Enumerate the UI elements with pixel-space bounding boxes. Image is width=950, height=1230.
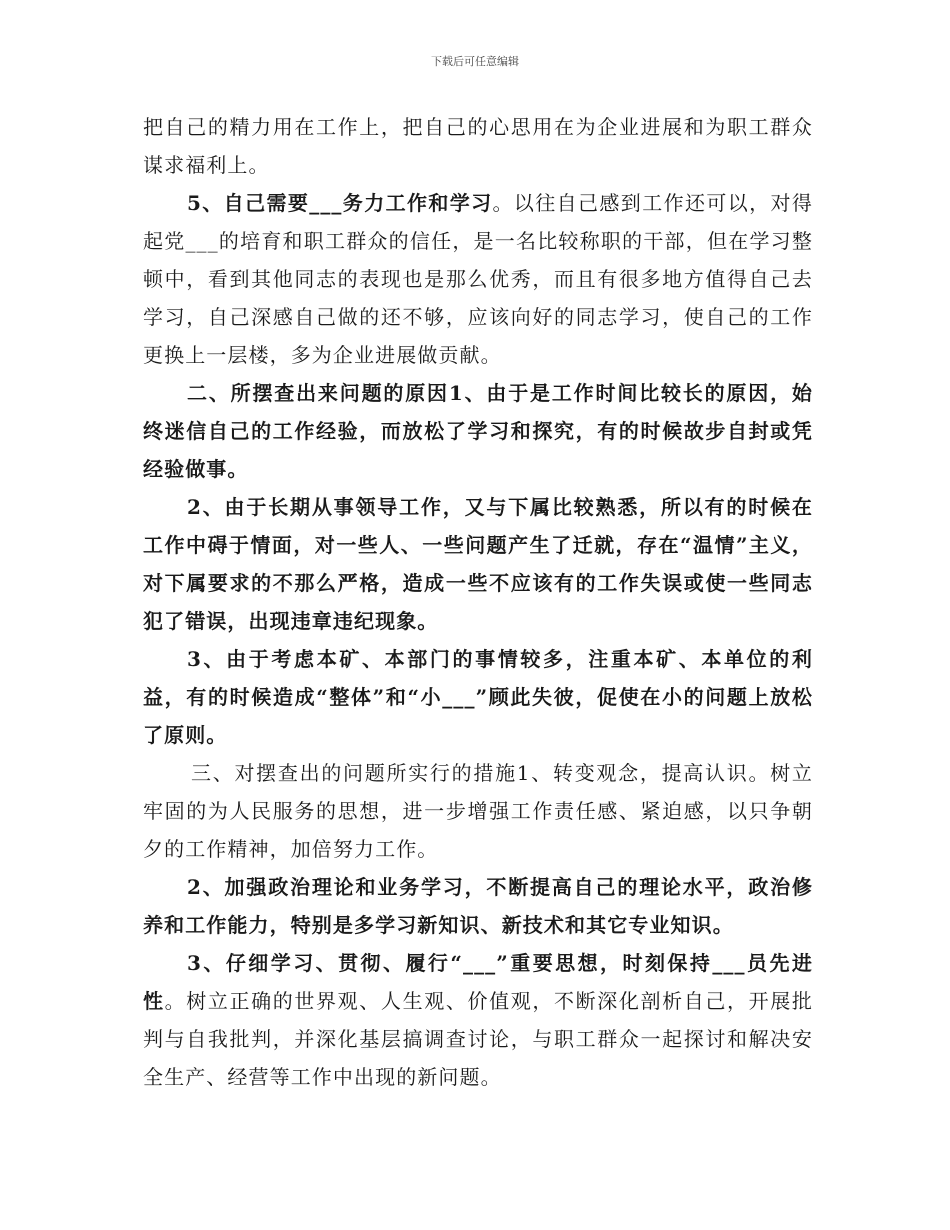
paragraph-item-5-lead: 5、自己需要___务力工作和学习 [187, 191, 493, 215]
paragraph-cause-3: 3、由于考虑本矿、本部门的事情较多，注重本矿、本单位的利益，有的时候造成“整体”和“小___”顾此失彼，促使在小的问题上放松了原则。 [143, 647, 813, 747]
paragraph-measure-3 [143, 944, 813, 1096]
page-header: 下载后可任意编辑 [431, 55, 519, 68]
paragraph-measure-3-rest: 。树立正确的世界观、人生观、价值观，不断深化剖析自己，开展批判与自我批判，并深化基层搞调查讨论，与职工群众一起探讨和解决安全生产、经营等工作中出现的新问题。 [143, 989, 814, 1089]
paragraph-section-2-causes: 二、所摆查出来问题的原因1、由于是工作时间比较长的原因，始终迷信自己的工作经验，而放松了学习和探究，有的时候故步自封或凭经验做事。 [143, 381, 813, 481]
paragraph-cause-2: 2、由于长期从事领导工作，又与下属比较熟悉，所以有的时候在工作中碍于情面，对一些人、一些问题产生了迁就，存在“温情”主义，对下属要求的不那么严格，造成一些不应该有的工作失误或使一些同志犯了错误，出现违章违纪现象。 [143, 495, 813, 633]
paragraph-item-5-rest: 。以往自己感到工作还可以，对得起党___的培育和职工群众的信任，是一名比较称职的干部，但在学习整顿中，看到其他同志的表现也是那么优秀，而且有很多地方值得自己去学习，自己深感自己做的还不够，应该向好的同志学习，使自己的工作更换上一层楼，多为企业进展做贡献。 [143, 191, 813, 367]
paragraph-continuation: 把自己的精力用在工作上，把自己的心思用在为企业进展和为职工群众谋求福利上。 [143, 115, 813, 177]
paragraph-measure-3-lead: 3、仔细学习、贯彻、履行“___”重要思想，时刻保持___员先进性 [143, 951, 813, 1013]
paragraph-item-5 [143, 184, 813, 374]
document-body [143, 108, 813, 1096]
paragraph-measure-2: 2、加强政治理论和业务学习，不断提高自己的理论水平，政治修养和工作能力，特别是多学习新知识、新技术和其它专业知识。 [143, 875, 813, 937]
paragraph-section-3-measures: 三、对摆查出的问题所实行的措施1、转变观念，提高认识。树立牢固的为人民服务的思想，进一步增强工作责任感、紧迫感，以只争朝夕的工作精神，加倍努力工作。 [143, 761, 813, 861]
